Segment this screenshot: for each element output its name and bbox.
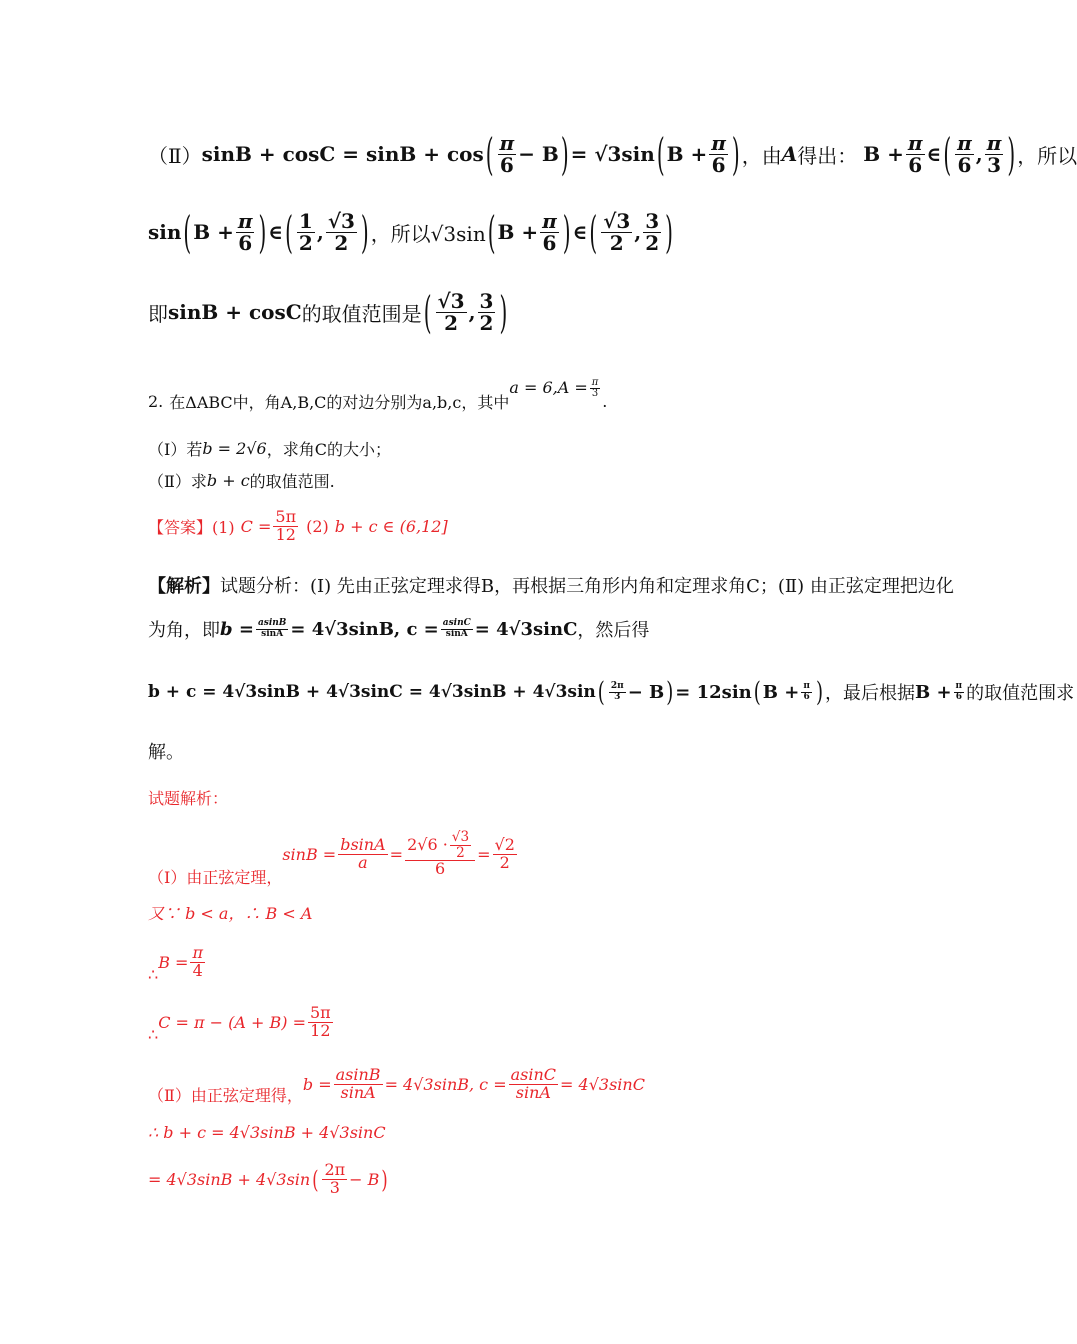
answer-line: 【答案】(1) C = $\frac{5\pi}{12}$ (2) b + c ∈ (6,12] [148,506,448,544]
problem2-q2: （Ⅱ）求 b + c 的取值范围. [148,470,335,491]
analysis-line4: 解。 [148,742,184,763]
solution-step7: = 4√3sinB + 4√3sin ( $\frac{2\pi}{3}$ − B ) [148,1159,388,1197]
analysis-line2: 为角，即 b = $\frac{asinB}{\sin A}$ = 4√3sinB, c = $\frac{asinC}{\sin A}$ = 4√3sinC ，然后得 [148,618,650,641]
problem2-q1: （Ⅰ）若 b = 2√6 ，求角C的大小； [148,438,391,459]
solution-title: 试题解析： [148,788,229,808]
analysis-line3: b + c = 4√3sinB + 4√3sinC = 4√3sinB + 4√3sin ( $\frac{2\pi}{3}$ − B ) = 12sin ( B + $\frac{\pi}{6}$ ) ，最后根据 B + $\frac{\pi}{6}$ 的取值范围求 [148,676,1075,708]
prev-part2-line2: sin ( B + $\frac{\pi}{6}$ ) ∈ ( $\frac{1}{2}$ , $\frac{√3}{2}$ ) ，所以√3sin ( B + $\frac{\pi}{6}$ ) ∈ ( $\frac{√3}{2}$ , $\frac{3}{2}$ ) [148,205,673,259]
problem2-statement: 2. 在ΔABC中，角A,B,C的对边分别为a,b,c，其中 a = 6,A = $\frac{\pi}{3}$ . [148,377,608,412]
solution-step3: ∴ B = $\frac{\pi}{4}$ [148,942,203,984]
solution-step4: ∴ C = π − (A + B) = $\frac{5\pi}{12}$ [148,1002,331,1044]
solution-step5: （Ⅱ）由正弦定理得， b = $\frac{asinB}{\sin A}$ = 4√3sinB, c = $\frac{asinC}{\sin A}$ = 4√3sinC [148,1064,645,1105]
solution-step2: 又∵ b < a，∴ B < A [148,903,313,923]
solution-step1: （Ⅰ）由正弦定理， sinB = $\frac{bsinA}{a}$ = 2√6 · $\frac{√3}{2}$ 6 = $\frac{√2}{2}$ [148,829,515,887]
solution-step6: ∴ b + c = 4√3sinB + 4√3sinC [148,1122,386,1142]
prev-part2-line1: （Ⅱ） sinB + cosC = sinB + cos ( $\frac{\pi}{6}$ − B ) = √3sin ( B + $\frac{\pi}{6}$ ) ，由 A 得出： B + $\frac{\pi}{6}$ ∈ ( $\frac{\pi}{6}$ , $\frac{\pi}{3}$ ) ，所以 [148,127,1077,181]
analysis-line1: 【解析】 试题分析：(Ⅰ) 先由正弦定理求得B，再根据三角形内角和定理求角C；(Ⅱ) 由正弦定理把边化 [148,576,954,597]
prev-part2-line3: 即 sinB + cosC 的取值范围是 ( $\frac{√3}{2}$ , $\frac{3}{2}$ ) [148,285,508,339]
